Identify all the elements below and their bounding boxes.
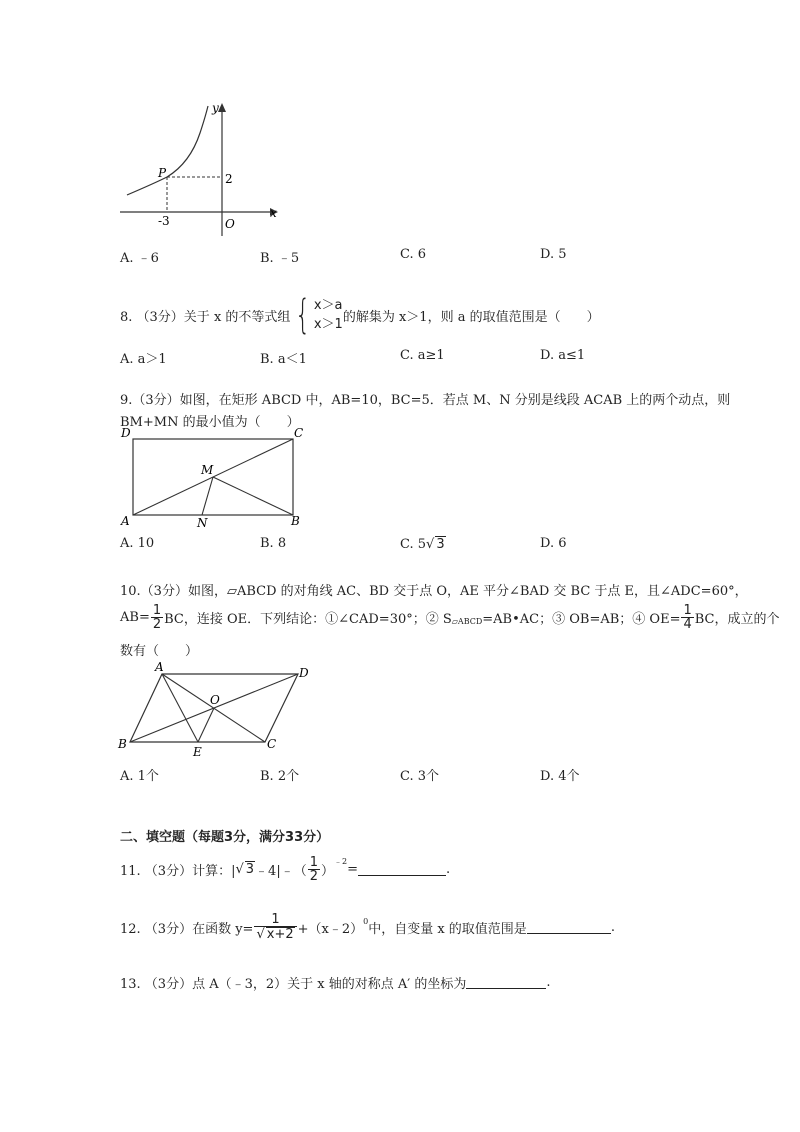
graph-label-O: O <box>225 217 235 231</box>
q7-option-c: C. 6 <box>400 247 427 262</box>
fig9-M: M <box>201 463 214 477</box>
fig10-C: C <box>267 737 277 751</box>
q10-option-b: B. 2个 <box>260 769 300 784</box>
q10-line1: 10.（3分）如图，▱ABCD 的对角线 AC、BD 交于点 O，AE 平分∠BAD 交 BC 于点 E，且∠ADC=60°， <box>120 584 748 599</box>
fraction-quarter: $\frac{1}{4}$ <box>683 602 692 632</box>
fraction-reciprocal-root: $\frac{1}{√ x+2}$ <box>254 913 296 941</box>
answer-blank[interactable] <box>358 863 446 876</box>
fig10-A: A <box>155 660 164 674</box>
q7-graph <box>115 98 285 238</box>
q9-option-d: D. 6 <box>540 536 567 551</box>
q10-line3: 数有（ ） <box>120 644 199 659</box>
q12-stem: 12. （3分）在函数 y= $\frac{1}{√ x+2}$ +（x﹣2） 0 中，自变量 x 的取值范围是 . <box>120 912 615 942</box>
q8-option-c: C. a≥1 <box>400 348 445 363</box>
q9-figure <box>115 425 315 535</box>
q8-suffix: 的解集为 x＞1，则 a 的取值范围是（ ） <box>342 309 600 325</box>
fraction-half: $\frac{1}{2}$ <box>309 854 318 884</box>
q7-option-b: B. ﹣5 <box>260 251 300 266</box>
q8-option-d: D. a≤1 <box>540 348 586 363</box>
q10-option-a: A. 1个 <box>120 769 159 784</box>
q10-line2: AB= $\frac{1}{2}$ BC，连接 OE．下列结论：①∠CAD=30°；② S ▱ABCD =AB•AC；③ OB=AB；④ OE= $\frac{1}{4}$ BC，成立的个 <box>120 602 780 632</box>
section-title: 二、填空题（每题3分，满分33分） <box>120 830 330 845</box>
q9-option-c: C. 5√ 3 <box>400 537 445 552</box>
q8-option-a: A. a＞1 <box>120 352 167 367</box>
q8-prefix: 8. （3分）关于 x 的不等式组 <box>120 309 291 325</box>
fig10-E: E <box>193 745 202 759</box>
q8-stem <box>120 294 600 336</box>
q7-option-d: D. 5 <box>540 247 567 262</box>
fraction-half: $\frac{1}{2}$ <box>152 602 162 632</box>
q9-option-b: B. 8 <box>260 536 287 551</box>
answer-blank[interactable] <box>466 976 546 989</box>
q9-line1: 9.（3分）如图，在矩形 ABCD 中，AB=10，BC=5．若点 M、N 分别是线段 ACAB 上的两个动点，则 <box>120 393 731 408</box>
q13-stem: 13. （3分）点 A（﹣3，2）关于 x 轴的对称点 A′ 的坐标为 . <box>120 975 551 992</box>
q11-stem: 11. （3分）计算：| √ 3 ﹣4|﹣（ $\frac{1}{2}$ ） ﹣2 = . <box>120 854 451 884</box>
answer-blank[interactable] <box>527 921 611 934</box>
fig9-C: C <box>294 426 304 440</box>
ineq-2: x＞1 <box>313 317 343 332</box>
q7-option-a: A. ﹣6 <box>120 251 159 266</box>
fig10-D: D <box>299 666 309 680</box>
graph-label-P: P <box>158 166 167 180</box>
graph-label-2: 2 <box>225 172 233 186</box>
fig9-B: B <box>291 514 300 528</box>
fig9-A: A <box>121 514 130 528</box>
fig10-B: B <box>118 737 127 751</box>
brace-icon: { <box>295 292 311 338</box>
fig10-O: O <box>210 693 220 707</box>
q8-option-b: B. a＜1 <box>260 352 307 367</box>
fig9-N: N <box>197 516 208 530</box>
inequality-system <box>290 292 343 338</box>
q10-option-d: D. 4个 <box>540 769 580 784</box>
q9-option-a: A. 10 <box>120 536 155 551</box>
q10-figure <box>115 660 325 760</box>
graph-label-x: x <box>270 206 277 220</box>
q9-line2: BM+MN 的最小值为（ ） <box>120 415 300 430</box>
graph-label-y: y <box>212 101 219 115</box>
q10-option-c: C. 3个 <box>400 769 440 784</box>
ineq-1: x＞a <box>313 298 343 313</box>
fig9-D: D <box>121 426 131 440</box>
graph-label-minus3: -3 <box>158 214 170 228</box>
